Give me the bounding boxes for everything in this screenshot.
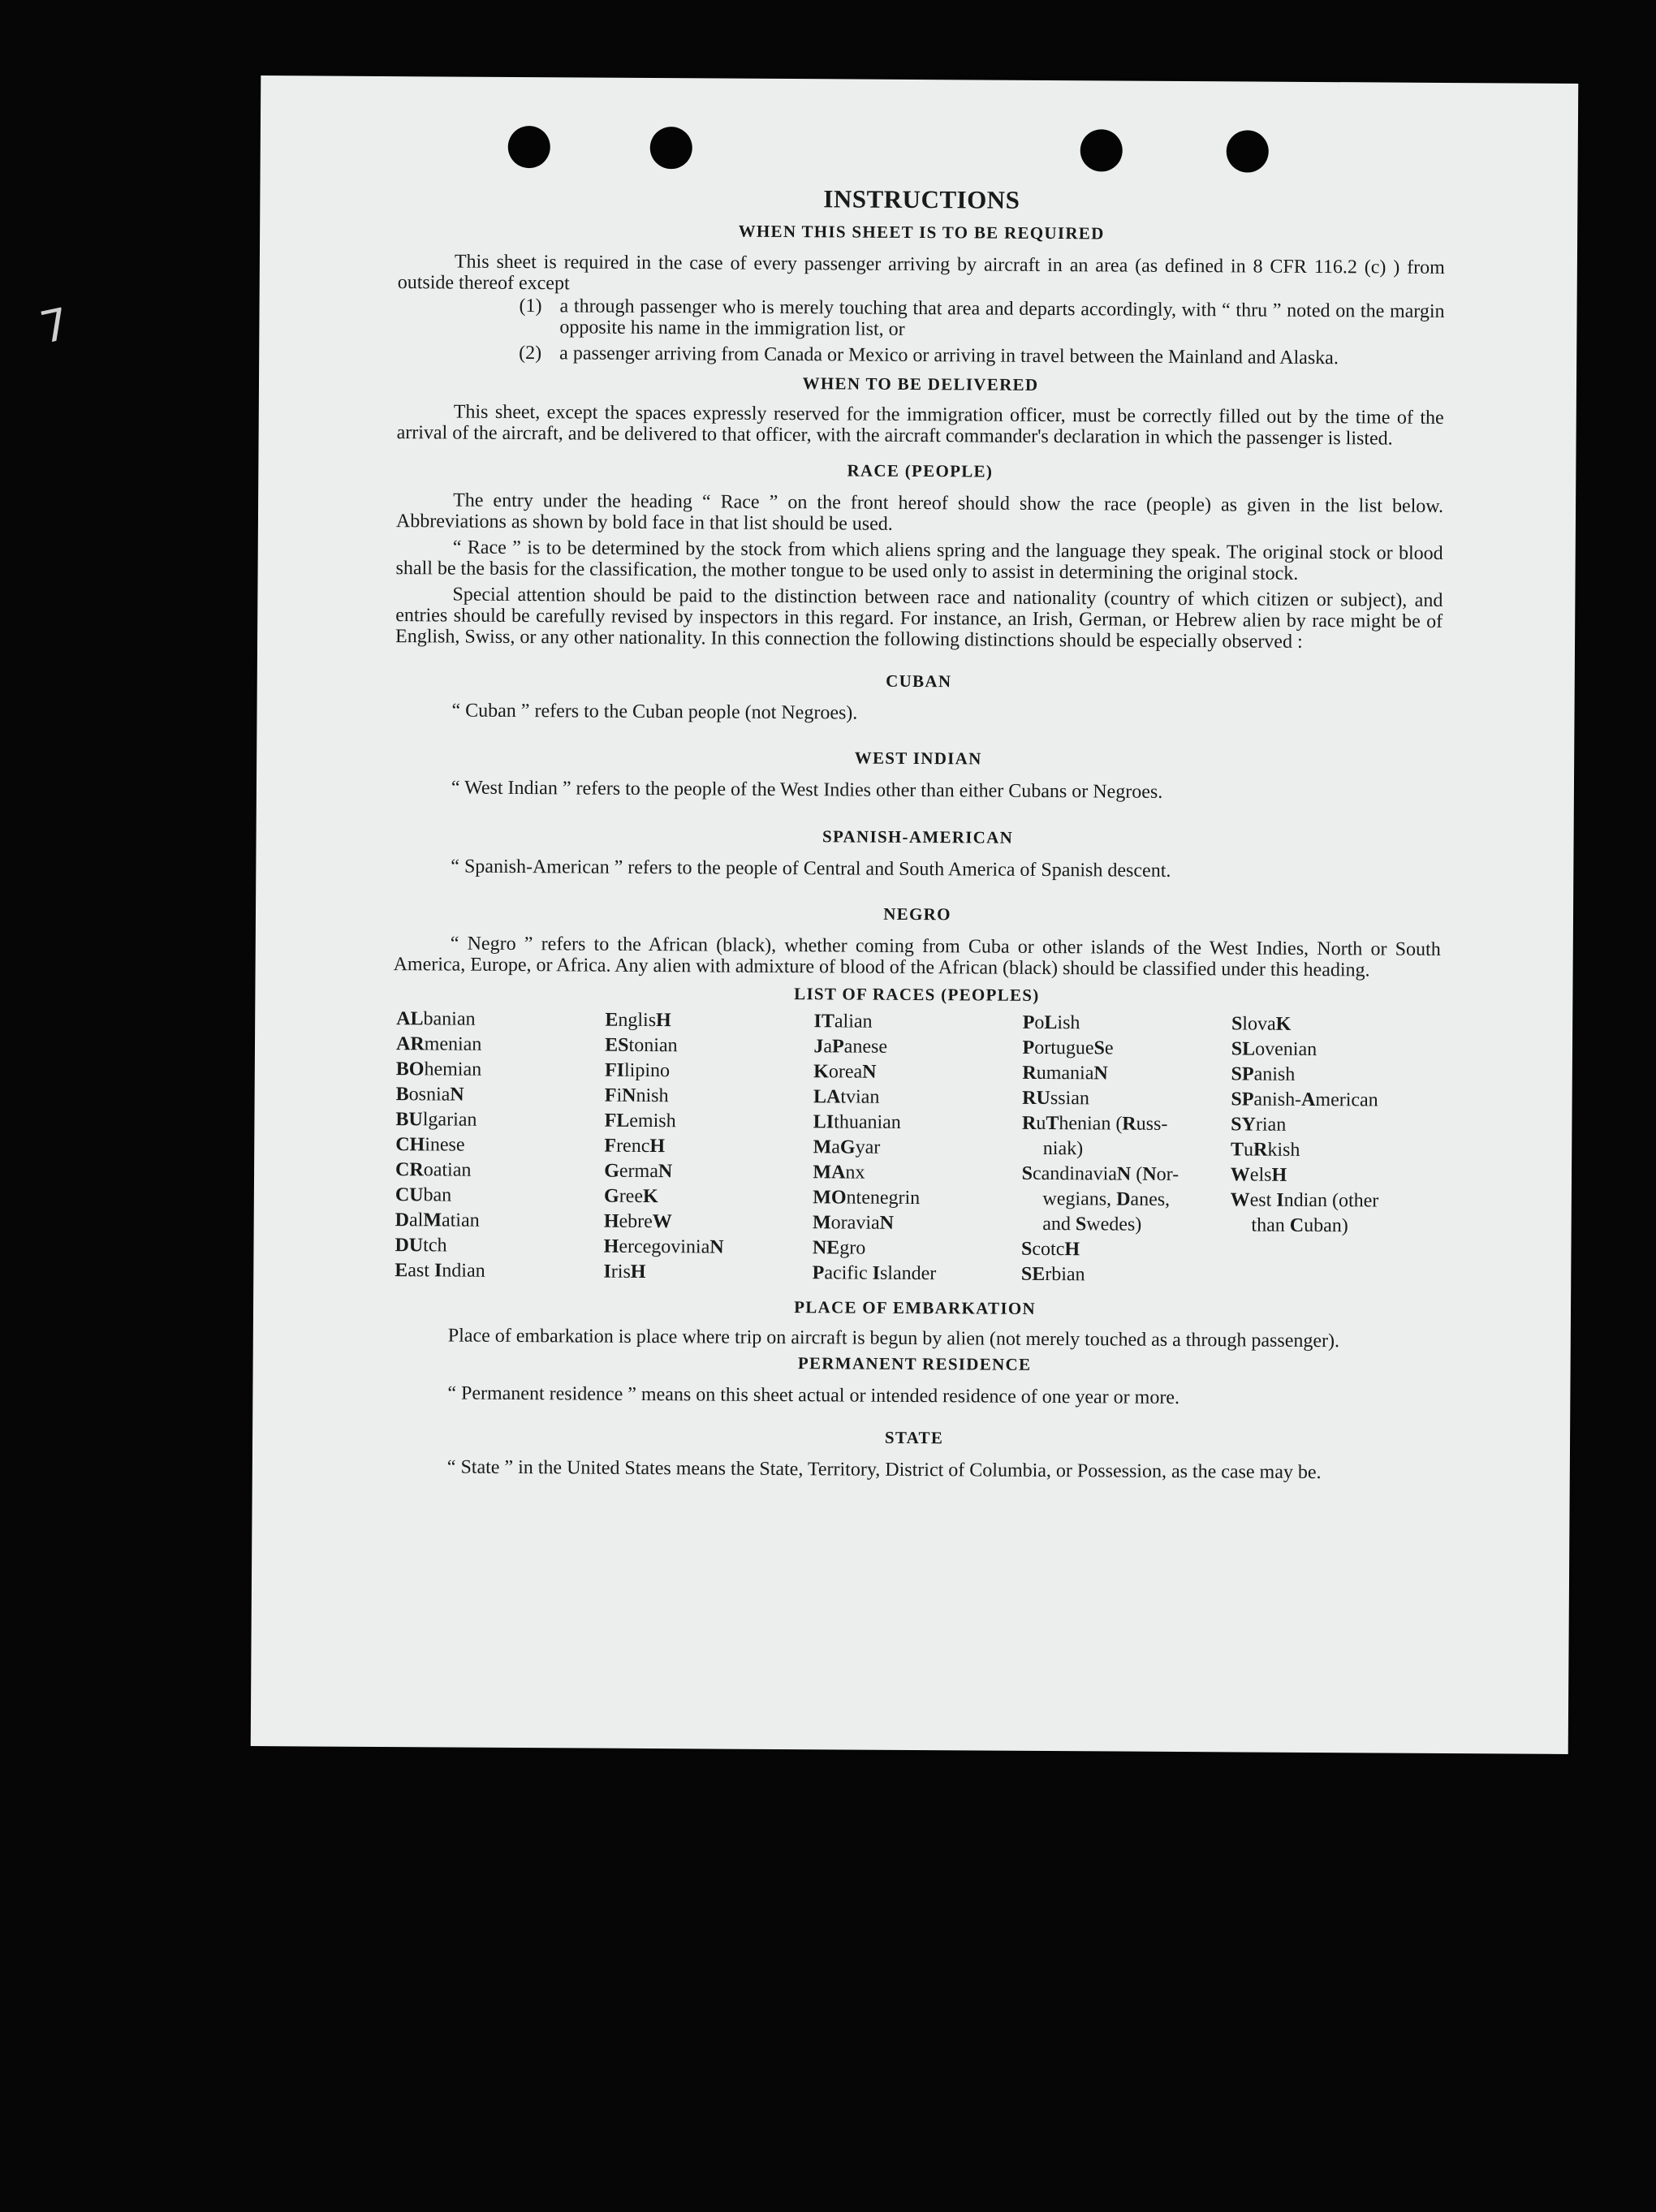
cuban-text: “ Cuban ” refers to the Cuban people (not Negroes).	[451, 700, 858, 724]
race-entry-continuation: niak)	[1042, 1137, 1084, 1160]
race-entry: GermaN	[604, 1160, 673, 1183]
required-heading: WHEN THIS SHEET IS TO BE REQUIRED	[738, 221, 1105, 244]
race-entry: ARmenian	[395, 1033, 482, 1055]
race-entry: FrencH	[604, 1135, 666, 1158]
race-entry: DUtch	[395, 1235, 447, 1257]
exception-item-2	[397, 342, 1444, 369]
race-entry: EnglisH	[605, 1009, 671, 1032]
race-entry: KoreaN	[813, 1061, 877, 1083]
race-entry: CRoatian	[395, 1159, 472, 1181]
race-entry: SPanish	[1231, 1063, 1296, 1085]
race-entry: TuRkish	[1230, 1139, 1300, 1161]
race-entry: RUssian	[1022, 1087, 1089, 1110]
race-entry: CUban	[395, 1184, 452, 1206]
race-entry: SlovaK	[1231, 1013, 1292, 1035]
race-entry: RuThenian (Russ-	[1021, 1112, 1168, 1135]
delivered-heading: WHEN TO BE DELIVERED	[802, 373, 1039, 395]
race-entry: DalMatian	[395, 1209, 480, 1231]
state-text: “ State ” in the United States means the State, Territory, District of Columbia, or Possession, as the case may be.	[446, 1456, 1322, 1484]
races-column	[1230, 1011, 1440, 1290]
punch-hole	[650, 127, 692, 169]
punch-hole	[508, 126, 550, 168]
race-entry: SErbian	[1020, 1263, 1085, 1286]
exception-item-1	[397, 295, 1444, 343]
negro-heading: NEGRO	[883, 903, 951, 925]
race-entry-continuation: and Swedes)	[1042, 1213, 1142, 1235]
cuban-heading: CUBAN	[886, 670, 952, 692]
west-indian-text: “ West Indian ” refers to the people of the West Indies other than either Cubans or Negroes.	[451, 777, 1163, 803]
race-entry: FLemish	[604, 1110, 676, 1132]
race-entry: FiNnish	[604, 1084, 669, 1107]
required-intro: This sheet is required in the case of every passenger arriving by aircraft in an area (as defined in 8 CFR 116.2 (c) ) from outside thereof except	[397, 251, 1445, 295]
races-column	[1021, 1011, 1231, 1289]
races-list-heading: LIST OF RACES (PEOPLES)	[794, 984, 1040, 1005]
residence-heading: PERMANENT RESIDENCE	[797, 1353, 1032, 1374]
west-indian-heading: WEST INDIAN	[854, 748, 982, 769]
race-entry: Pacific Islander	[812, 1262, 937, 1285]
race-entry: East Indian	[395, 1260, 485, 1282]
race-entry: MAnx	[813, 1162, 865, 1184]
race-entry: JaPanese	[813, 1036, 888, 1058]
race-entry: BOhemian	[395, 1059, 482, 1080]
race-entry: IrisH	[603, 1261, 646, 1283]
page-title: INSTRUCTIONS	[823, 184, 1020, 214]
race-entry: BUlgarian	[395, 1109, 477, 1131]
embarkation-text: Place of embarkation is place where trip on aircraft is begun by alien (not merely touched as a through passenger).	[447, 1325, 1340, 1352]
item-number: (1)	[519, 295, 542, 317]
race-entry: ALbanian	[396, 1008, 476, 1030]
spanish-american-text: “ Spanish-American ” refers to the people of Central and South America of Spanish descent.	[451, 856, 1171, 882]
embarkation-heading: PLACE OF EMBARKATION	[794, 1297, 1037, 1318]
race-entry: BosniaN	[395, 1084, 464, 1106]
race-paragraph-3: Special attention should be paid to the distinction between race and nationality (country of which citizen or subject), and entries should be carefully revised by inspectors in this regard. For instance, an Irish, German, or Hebrew alien by race might be of English, Swiss, or any other nationality. In this connection the following distinctions should be especially observed :	[395, 584, 1443, 653]
race-entry: SLovenian	[1231, 1038, 1317, 1061]
punch-hole	[1080, 129, 1123, 171]
residence-text: “ Permanent residence ” means on this sheet actual or intended residence of one year or more.	[447, 1382, 1180, 1409]
race-entry: LIthuanian	[813, 1111, 901, 1133]
instructions-content	[390, 182, 1446, 1484]
race-entry: EStonian	[605, 1034, 678, 1057]
race-entry: ScandinaviaN (Nor-	[1021, 1162, 1179, 1185]
race-paragraph-1: The entry under the heading “ Race ” on the front hereof should show the race (people) as given in the list below. Abbreviations as shown by bold face in that list should be used.	[395, 489, 1444, 535]
state-heading: STATE	[884, 1427, 944, 1448]
race-entry: SYrian	[1231, 1114, 1287, 1136]
race-entry: FIlipino	[604, 1059, 671, 1082]
race-entry: WelsH	[1230, 1164, 1287, 1186]
delivered-text: This sheet, except the spaces expressly reserved for the immigration officer, must be correctly filled out by the time of the arrival of the aircraft, and be delivered to that officer, with the aircraft commander's declaration in which the passenger is listed.	[396, 401, 1444, 450]
race-paragraph-2: “ Race ” is to be determined by the stock from which aliens spring and the language they speak. The original stock or blood shall be the basis for the classification, the mother tongue to be used only to assist in determining the original stock.	[395, 537, 1443, 584]
item-text: a passenger arriving from Canada or Mexico or arriving in travel between the Mainland and Alaska.	[559, 343, 1339, 369]
race-entry: PortugueSe	[1022, 1037, 1114, 1059]
race-heading: RACE (PEOPLE)	[847, 460, 994, 481]
race-entry: PoLish	[1022, 1011, 1080, 1034]
race-entry-continuation: than Cuban)	[1251, 1214, 1348, 1237]
margin-mark: 7	[35, 298, 74, 354]
race-entry: West Indian (other	[1230, 1189, 1379, 1212]
race-entry: MaGyar	[813, 1136, 881, 1158]
races-column	[395, 1007, 605, 1285]
race-entry: SPanish-American	[1231, 1089, 1378, 1111]
race-entry: ITalian	[813, 1011, 873, 1033]
document-page	[251, 75, 1579, 1754]
race-entry: NEgro	[812, 1237, 866, 1259]
item-number: (2)	[519, 343, 542, 364]
race-entry: MOntenegrin	[813, 1187, 921, 1209]
races-list	[395, 1007, 1440, 1290]
race-entry: HebreW	[603, 1210, 672, 1233]
race-entry: GreeK	[603, 1185, 658, 1208]
punch-hole	[1227, 130, 1269, 172]
race-entry: HercegoviniaN	[603, 1235, 724, 1258]
races-column	[603, 1008, 813, 1287]
race-entry-continuation: wegians, Danes,	[1042, 1188, 1171, 1210]
races-column	[813, 1009, 1023, 1287]
race-entry: RumaniaN	[1022, 1062, 1108, 1084]
race-entry: MoraviaN	[812, 1212, 895, 1234]
race-entry: ScotcH	[1021, 1238, 1080, 1261]
race-entry: CHinese	[395, 1134, 465, 1156]
race-entry: LAtvian	[813, 1086, 880, 1108]
spanish-american-heading: SPANISH-AMERICAN	[822, 826, 1014, 847]
negro-text: “ Negro ” refers to the African (black), whether coming from Cuba or other islands of the West Indies, North or South America, Europe, or Africa. Any alien with admixture of blood of the African (black) should be classified under this heading.	[393, 933, 1441, 981]
item-text: a through passenger who is merely touching that area and departs accordingly, with “ thru ” noted on the margin opposite his name in the immigration list, or	[559, 295, 1445, 340]
